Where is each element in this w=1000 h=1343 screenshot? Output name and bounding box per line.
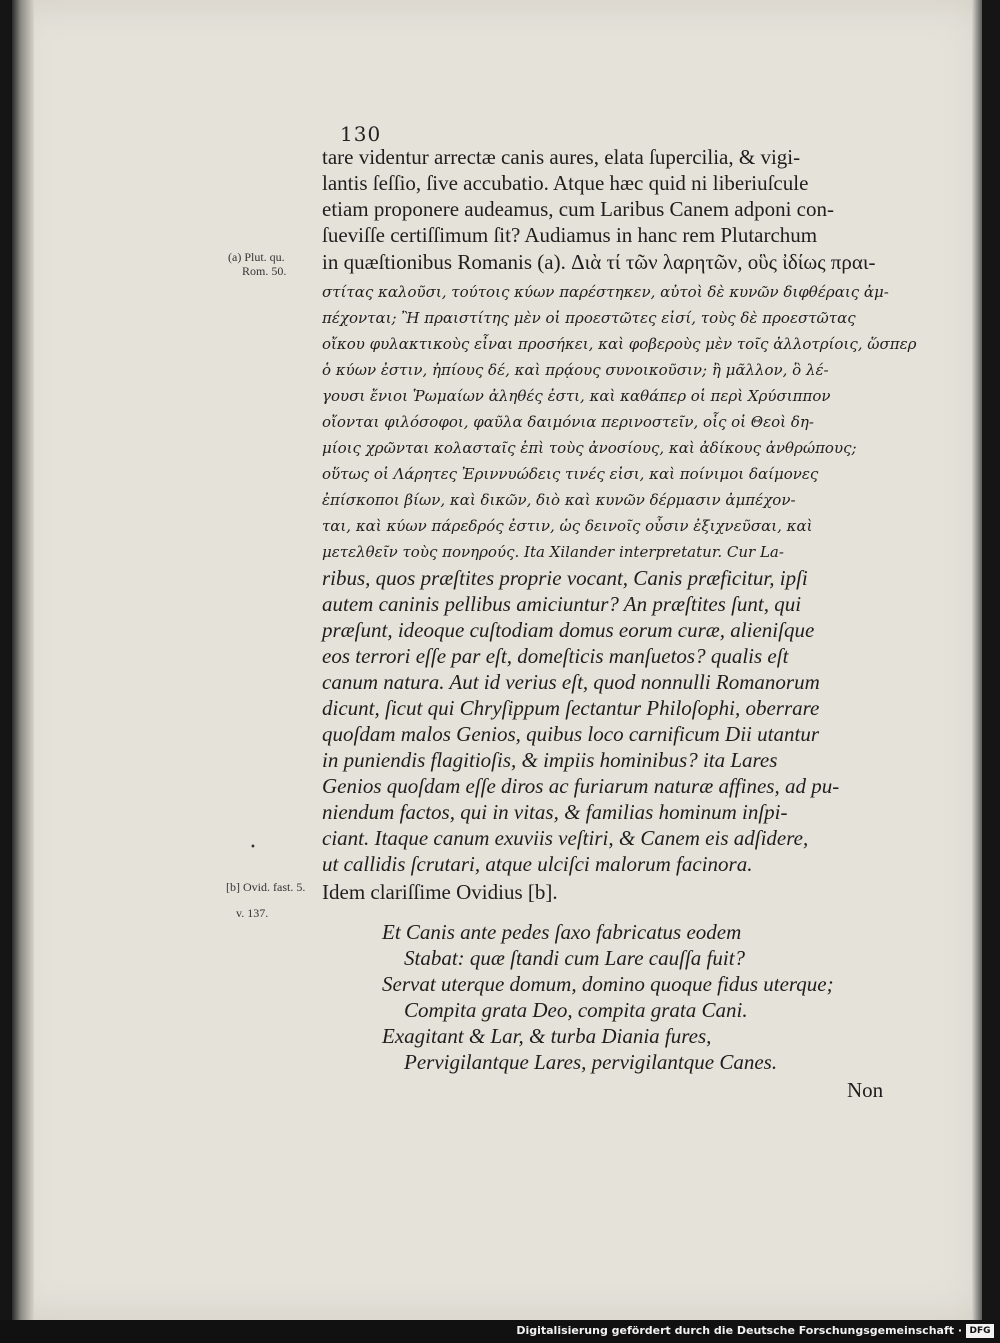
greek-line: οἴονται φιλόσοφοι, φαῦλα δαιμόνια περινοστεῖν, οἷς οἱ Θεοὶ δη- bbox=[322, 413, 814, 431]
text-line: tare videntur arrectæ canis aures, elata ſupercilia, & vigi- bbox=[322, 145, 801, 169]
greek-line: οἴκου φυλακτικοὺς εἶναι προσήκει, καὶ φοβεροὺς μὲν τοῖς ἀλλοτρίοις, ὥσπερ bbox=[322, 335, 917, 353]
text-line: quoſdam malos Genios, quibus loco carnificum Dii utantur bbox=[322, 722, 819, 746]
dfg-logo-icon: DFG bbox=[966, 1324, 994, 1338]
verse-line: Pervigilantque Lares, pervigilantque Canes. bbox=[404, 1050, 778, 1074]
text-line: canum natura. Aut id verius eſt, quod nonnulli Romanorum bbox=[322, 670, 820, 694]
catchword: Non bbox=[847, 1078, 884, 1102]
text-line: lantis ſeſſio, ſive accubatio. Atque hæc quid ni liberiuſcule bbox=[322, 171, 809, 195]
text-line: eos terrori eſſe par eſt, domeſticis manſuetos? qualis eſt bbox=[322, 644, 789, 668]
footer-credit: Digitalisierung gefördert durch die Deutsche Forschungsgemeinschaft · bbox=[516, 1324, 962, 1337]
text-line: dicunt, ſicut qui Chryſippum ſectantur Philoſophi, oberrare bbox=[322, 696, 820, 720]
ink-speck: • bbox=[250, 842, 256, 853]
greek-line: στίτας καλοῦσι, τούτοις κύων παρέστηκεν, αὐτοὶ δὲ κυνῶν διφθέραις ἀμ- bbox=[322, 283, 889, 301]
margin-note-b-1: [b] Ovid. fast. 5. bbox=[226, 880, 306, 894]
margin-note-b-2: v. 137. bbox=[236, 906, 269, 920]
text-line: ribus, quos præſtites proprie vocant, Canis præficitur, ipſi bbox=[322, 566, 808, 590]
verse-line: Servat uterque domum, domino quoque fidus uterque; bbox=[382, 972, 834, 996]
greek-line: ται, καὶ κύων πάρεδρός ἐστιν, ὡς δεινοῖς οὖσιν ἐξιχνεῦσαι, καὶ bbox=[322, 517, 813, 535]
text-line: Genios quoſdam eſſe diros ac furiarum naturæ affines, ad pu- bbox=[322, 774, 840, 798]
greek-line: μίοις χρῶνται κολασταῖς ἐπὶ τοὺς ἀνοσίους, καὶ ἀδίκους ἀνθρώπους; bbox=[322, 439, 857, 457]
greek-line: πέχονται; Ἢ πραιστίτης μὲν οἱ προεστῶτες εἰσί, τοὺς δὲ προεστῶτας bbox=[322, 309, 856, 327]
greek-line: γουσι ἔνιοι Ῥωμαίων ἀληθές ἐστι, καὶ καθάπερ οἱ περὶ Χρύσιππον bbox=[322, 387, 831, 405]
page-number: 130 bbox=[340, 122, 382, 146]
greek-line: μετελθεῖν τοὺς πονηρούς. Ita Xilander interpretatur. Cur La- bbox=[322, 543, 784, 561]
greek-line: ἐπίσκοποι βίων, καὶ δικῶν, διὸ καὶ κυνῶν δέρμασιν ἀμπέχον- bbox=[322, 491, 796, 509]
text-line: niendum factos, qui in vitas, & familias hominum inſpi- bbox=[322, 800, 788, 824]
text-line: Idem clariſſime Ovidius [b]. bbox=[322, 880, 558, 904]
verse-line: Exagitant & Lar, & turba Diania fures, bbox=[382, 1024, 712, 1048]
text-line: in puniendis flagitioſis, & impiis hominibus? ita Lares bbox=[322, 748, 778, 772]
text-line: autem caninis pellibus amiciuntur? An præſtites ſunt, qui bbox=[322, 592, 802, 616]
text-line: ſueviſſe certiſſimum ſit? Audiamus in hanc rem Plutarchum bbox=[322, 223, 818, 247]
greek-line: οὕτως οἱ Λάρητες Ἐριννυώδεις τινές εἰσι, καὶ ποίνιμοι δαίμονες bbox=[322, 465, 819, 483]
text-line: etiam proponere audeamus, cum Laribus Canem adponi con- bbox=[322, 197, 834, 221]
page-gutter bbox=[12, 0, 34, 1320]
text-line: ciant. Itaque canum exuviis veſtiri, & Canem eis adſidere, bbox=[322, 826, 809, 850]
page-edge bbox=[972, 0, 982, 1320]
verse-line: Stabat: quæ ſtandi cum Lare cauſſa fuit? bbox=[404, 946, 746, 970]
verse-line: Compita grata Deo, compita grata Cani. bbox=[404, 998, 748, 1022]
text-line: præſunt, ideoque cuſtodiam domus eorum curæ, alieniſque bbox=[322, 618, 815, 642]
margin-note-a-2: Rom. 50. bbox=[242, 264, 287, 278]
verse-line: Et Canis ante pedes ſaxo fabricatus eodem bbox=[382, 920, 742, 944]
margin-note-a-1: (a) Plut. qu. bbox=[228, 250, 285, 264]
text-line: ut callidis ſcrutari, atque ulciſci malorum facinora. bbox=[322, 852, 753, 876]
greek-line: ὁ κύων ἐστιν, ἠπίους δέ, καὶ πρᾴους συνοικοῦσιν; ἢ μᾶλλον, ὃ λέ- bbox=[322, 361, 829, 379]
text-line: in quæſtionibus Romanis (a). Διὰ τί τῶν λαρητῶν, οὓς ἰδίως πραι- bbox=[322, 250, 876, 274]
